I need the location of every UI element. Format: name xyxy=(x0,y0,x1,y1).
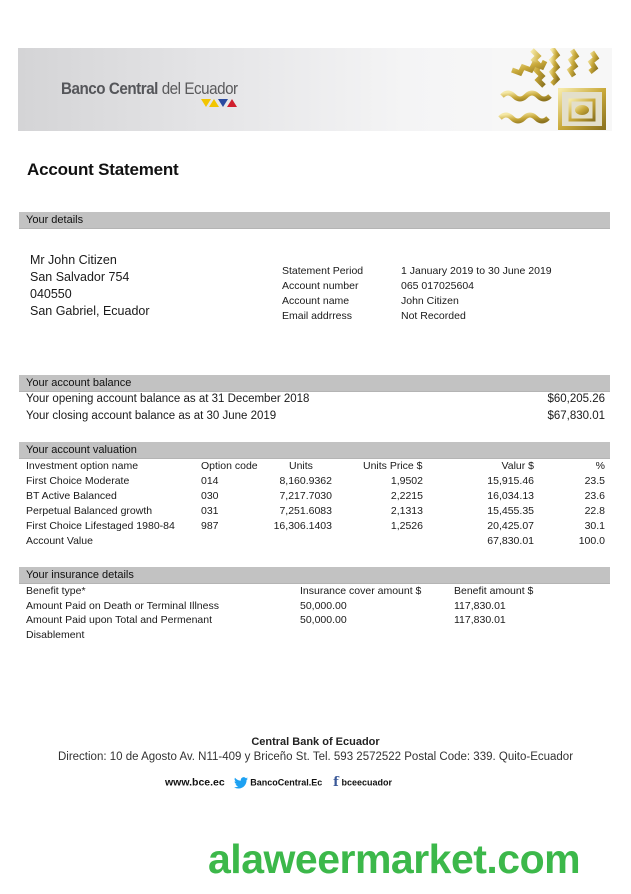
field-label-account-name: Account name xyxy=(282,295,350,307)
col-cover-amount: Insurance cover amount $ xyxy=(300,585,422,597)
brand-bold: Banco Central xyxy=(61,80,158,98)
cell-cover-amount: 50,000.00 xyxy=(300,614,347,626)
cell-unit-price: 1,2526 xyxy=(390,520,423,532)
twitter-icon xyxy=(234,777,248,789)
closing-balance-label: Your closing account balance as at 30 June 2019 xyxy=(26,410,277,422)
field-value-account-name: John Citizen xyxy=(401,295,459,307)
cell-benefit-type-continued: Disablement xyxy=(26,629,85,641)
cell-benefit-type: Amount Paid upon Total and Permenant xyxy=(26,614,213,626)
cell-name: First Choice Moderate xyxy=(26,475,130,487)
cell-percent: 22.8 xyxy=(584,505,605,517)
address-line-street: San Salvador 754 xyxy=(30,270,130,284)
cell-unit-price: 2,2215 xyxy=(390,490,423,502)
section-header-balance: Your account balance xyxy=(19,375,610,392)
section-header-valuation: Your account valuation xyxy=(19,442,610,459)
address-line-city: San Gabriel, Ecuador xyxy=(30,304,150,318)
cell-code: 031 xyxy=(201,505,219,517)
cell-units: 8,160.9362 xyxy=(279,475,332,487)
field-value-statement-period: 1 January 2019 to 30 June 2019 xyxy=(401,265,552,277)
section-header-insurance: Your insurance details xyxy=(19,567,610,584)
cell-benefit-type: Amount Paid on Death or Terminal Illness xyxy=(26,600,219,612)
opening-balance-value: $60,205.26 xyxy=(547,393,605,405)
header-banner xyxy=(18,48,612,131)
facebook-icon: f xyxy=(333,775,339,790)
cell-percent: 100.0 xyxy=(578,535,605,547)
section-header-details: Your details xyxy=(19,212,610,229)
col-option-code: Option code xyxy=(201,460,258,472)
opening-balance-label: Your opening account balance as at 31 December 2018 xyxy=(26,393,310,405)
footer-links xyxy=(165,775,392,791)
cell-name: Account Value xyxy=(26,535,93,547)
field-label-email: Email addrress xyxy=(282,310,353,322)
cell-value: 15,915.46 xyxy=(487,475,534,487)
field-value-email: Not Recorded xyxy=(401,310,466,322)
cell-percent: 30.1 xyxy=(584,520,605,532)
cell-benefit-amount: 117,830.01 xyxy=(454,614,506,626)
cell-unit-price: 1,9502 xyxy=(390,475,423,487)
field-label-account-number: Account number xyxy=(282,280,359,292)
cell-code: 987 xyxy=(201,520,219,532)
col-percent: % xyxy=(595,460,605,472)
cell-unit-price: 2,1313 xyxy=(390,505,423,517)
watermark-text: alaweermarket.com xyxy=(208,836,581,882)
cell-name: BT Active Balanced xyxy=(26,490,117,502)
twitter-link[interactable]: BancoCentral.Ec xyxy=(250,777,323,788)
flag-triangles-icon xyxy=(201,99,246,107)
cell-code: 014 xyxy=(201,475,219,487)
cell-value: 20,425.07 xyxy=(487,520,534,532)
col-investment-option: Investment option name xyxy=(26,460,139,472)
cell-name: First Choice Lifestaged 1980-84 xyxy=(26,520,175,532)
facebook-link[interactable]: bceecuador xyxy=(341,777,392,788)
cell-percent: 23.5 xyxy=(584,475,605,487)
cell-units: 7,217.7030 xyxy=(279,490,332,502)
address-line-name: Mr John Citizen xyxy=(30,253,117,267)
field-value-account-number: 065 017025604 xyxy=(401,280,474,292)
cell-value: 67,830.01 xyxy=(487,535,534,547)
cell-benefit-amount: 117,830.01 xyxy=(454,600,506,612)
footer-bank-name: Central Bank of Ecuador xyxy=(251,736,380,748)
field-label-statement-period: Statement Period xyxy=(282,265,364,277)
closing-balance-value: $67,830.01 xyxy=(547,410,605,422)
col-benefit-amount: Benefit amount $ xyxy=(454,585,534,597)
bank-logo-text xyxy=(61,80,238,99)
cell-value: 16,034.13 xyxy=(487,490,534,502)
col-units-price: Units Price $ xyxy=(363,460,423,472)
brand-light: del Ecuador xyxy=(157,80,238,98)
col-value: Valur $ xyxy=(501,460,534,472)
cell-code: 030 xyxy=(201,490,219,502)
cell-units: 7,251.6083 xyxy=(279,505,332,517)
gold-sun-emblem-icon xyxy=(492,48,612,131)
cell-percent: 23.6 xyxy=(584,490,605,502)
cell-units: 16,306.1403 xyxy=(273,520,332,532)
page-title: Account Statement xyxy=(27,160,179,179)
cell-value: 15,455.35 xyxy=(487,505,534,517)
col-benefit-type: Benefit type* xyxy=(26,585,86,597)
cell-name: Perpetual Balanced growth xyxy=(26,505,153,517)
footer-address: Direction: 10 de Agosto Av. N11-409 y Briceño St. Tel. 593 2572522 Postal Code: 339. Quito-Ecuador xyxy=(57,751,574,763)
cell-cover-amount: 50,000.00 xyxy=(300,600,347,612)
col-units: Units xyxy=(289,460,313,472)
website-link[interactable]: www.bce.ec xyxy=(165,776,225,789)
address-line-postcode: 040550 xyxy=(30,287,72,301)
